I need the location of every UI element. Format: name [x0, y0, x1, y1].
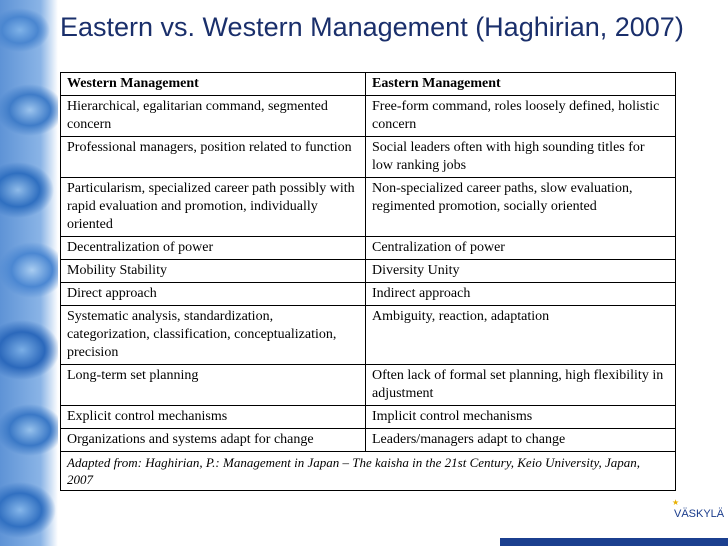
logo-text: VÄSKYLÄ: [674, 508, 725, 520]
university-logo: [668, 496, 728, 536]
cell-western: Explicit control mechanisms: [61, 406, 366, 429]
star-icon: ★: [672, 498, 680, 507]
table-row: [61, 137, 676, 178]
table-row: [61, 306, 676, 365]
table-row: [61, 178, 676, 237]
cell-eastern: Ambiguity, reaction, adaptation: [366, 306, 676, 365]
cell-eastern: Centralization of power: [366, 237, 676, 260]
table-row: [61, 283, 676, 306]
table-header-row: [61, 73, 676, 96]
table-row: [61, 365, 676, 406]
footer-bar: [500, 538, 728, 546]
cell-western: Decentralization of power: [61, 237, 366, 260]
cell-western: Particularism, specialized career path possibly with rapid evaluation and promotion, individually oriented: [61, 178, 366, 237]
cell-western: Organizations and systems adapt for change: [61, 429, 366, 452]
cell-eastern: Social leaders often with high sounding titles for low ranking jobs: [366, 137, 676, 178]
cell-eastern: Implicit control mechanisms: [366, 406, 676, 429]
cell-western: Systematic analysis, standardization, categorization, classification, conceptualization, precision: [61, 306, 366, 365]
footnote-row: [61, 452, 676, 491]
background-pebbles-image: [0, 0, 58, 546]
cell-western: Professional managers, position related to function: [61, 137, 366, 178]
cell-eastern: Indirect approach: [366, 283, 676, 306]
cell-eastern: Leaders/managers adapt to change: [366, 429, 676, 452]
cell-eastern: Free-form command, roles loosely defined, holistic concern: [366, 96, 676, 137]
header-western: Western Management: [61, 73, 366, 96]
header-eastern: Eastern Management: [366, 73, 676, 96]
cell-eastern: Often lack of formal set planning, high flexibility in adjustment: [366, 365, 676, 406]
cell-eastern: Diversity Unity: [366, 260, 676, 283]
table-row: [61, 237, 676, 260]
comparison-table: [60, 72, 676, 491]
table-footnote: Adapted from: Haghirian, P.: Management in Japan – The kaisha in the 21st Century, Keio University, Japan, 2007: [61, 452, 676, 491]
table-row: [61, 406, 676, 429]
cell-western: Hierarchical, egalitarian command, segmented concern: [61, 96, 366, 137]
cell-western: Long-term set planning: [61, 365, 366, 406]
cell-western: Direct approach: [61, 283, 366, 306]
cell-western: Mobility Stability: [61, 260, 366, 283]
table-row: [61, 260, 676, 283]
table-row: [61, 96, 676, 137]
cell-eastern: Non-specialized career paths, slow evaluation, regimented promotion, socially oriented: [366, 178, 676, 237]
slide-title: Eastern vs. Western Management (Haghirian, 2007): [60, 12, 684, 42]
table-row: [61, 429, 676, 452]
